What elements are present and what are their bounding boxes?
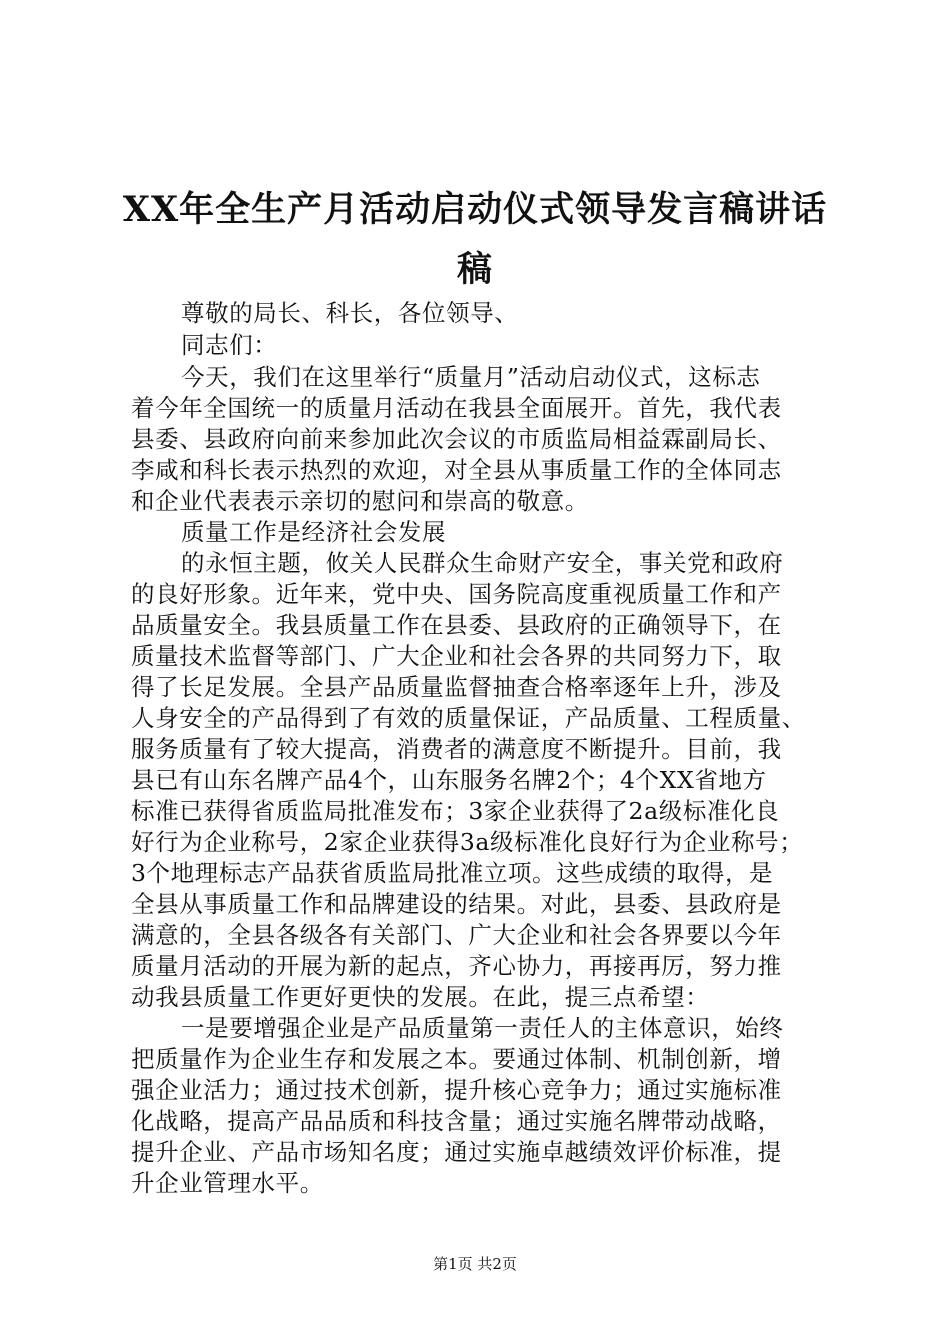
document-title-line-2: 稿 bbox=[456, 249, 493, 290]
body-line: 人身安全的产品得到了有效的质量保证，产品质量、工程质量、 bbox=[131, 704, 806, 732]
salutation-line: 同志们： bbox=[181, 331, 278, 359]
body-line: 动我县质量工作更好更快的发展。在此，提三点希望： bbox=[131, 983, 710, 1011]
body-line: 县委、县政府向前来参加此次会议的市质监局相益霖副局长、 bbox=[131, 425, 782, 453]
body-line: 今天，我们在这里举行“质量月”活动启动仪式，这标志 bbox=[181, 363, 761, 391]
body-line: 着今年全国统一的质量月活动在我县全面展开。首先，我代表 bbox=[131, 394, 782, 422]
body-line: 质量工作是经济社会发展 bbox=[181, 518, 447, 546]
body-line: 好行为企业称号，2家企业获得3a级标准化良好行为企业称号； bbox=[131, 828, 804, 856]
body-line: 的永恒主题，攸关人民群众生命财产安全，事关党和政府 bbox=[181, 549, 784, 577]
body-line: 把质量作为企业生存和发展之本。要通过体制、机制创新，增 bbox=[131, 1045, 782, 1073]
body-line: 质量技术监督等部门、广大企业和社会各界的共同努力下，取 bbox=[131, 642, 782, 670]
body-line: 化战略，提高产品品质和科技含量；通过实施名牌带动战略， bbox=[131, 1107, 782, 1135]
body-line: 和企业代表表示亲切的慰问和崇高的敬意。 bbox=[131, 487, 589, 515]
document-title-line-1: XX年全生产月活动启动仪式领导发言稿讲话 bbox=[122, 189, 828, 230]
body-line: 质量月活动的开展为新的起点，齐心协力，再接再厉，努力推 bbox=[131, 952, 782, 980]
body-line: 县已有山东名牌产品4个，山东服务名牌2个；4个XX省地方 bbox=[131, 766, 767, 794]
body-line: 得了长足发展。全县产品质量监督抽查合格率逐年上升，涉及 bbox=[131, 673, 782, 701]
body-line: 提升企业、产品市场知名度；通过实施卓越绩效评价标准，提 bbox=[131, 1138, 782, 1166]
body-line: 服务质量有了较大提高，消费者的满意度不断提升。目前，我 bbox=[131, 735, 782, 763]
body-line: 3个地理标志产品获省质监局批准立项。这些成绩的取得，是 bbox=[131, 859, 774, 887]
body-line: 的良好形象。近年来，党中央、国务院高度重视质量工作和产 bbox=[131, 580, 782, 608]
body-line: 品质量安全。我县质量工作在县委、县政府的正确领导下，在 bbox=[131, 611, 782, 639]
body-line: 李咸和科长表示热烈的欢迎，对全县从事质量工作的全体同志 bbox=[131, 456, 782, 484]
body-line: 满意的，全县各级各有关部门、广大企业和社会各界要以今年 bbox=[131, 921, 782, 949]
body-line: 全县从事质量工作和品牌建设的结果。对此，县委、县政府是 bbox=[131, 890, 782, 918]
body-line: 标准已获得省质监局批准发布；3家企业获得了2a级标准化良 bbox=[131, 797, 780, 825]
salutation-line: 尊敬的局长、科长，各位领导、 bbox=[181, 299, 519, 327]
body-line: 强企业活力；通过技术创新，提升核心竞争力；通过实施标准 bbox=[131, 1076, 782, 1104]
page-footer: 第1页 共2页 bbox=[433, 1255, 517, 1273]
body-line: 一是要增强企业是产品质量第一责任人的主体意识，始终 bbox=[181, 1014, 784, 1042]
body-line: 升企业管理水平。 bbox=[131, 1169, 324, 1197]
